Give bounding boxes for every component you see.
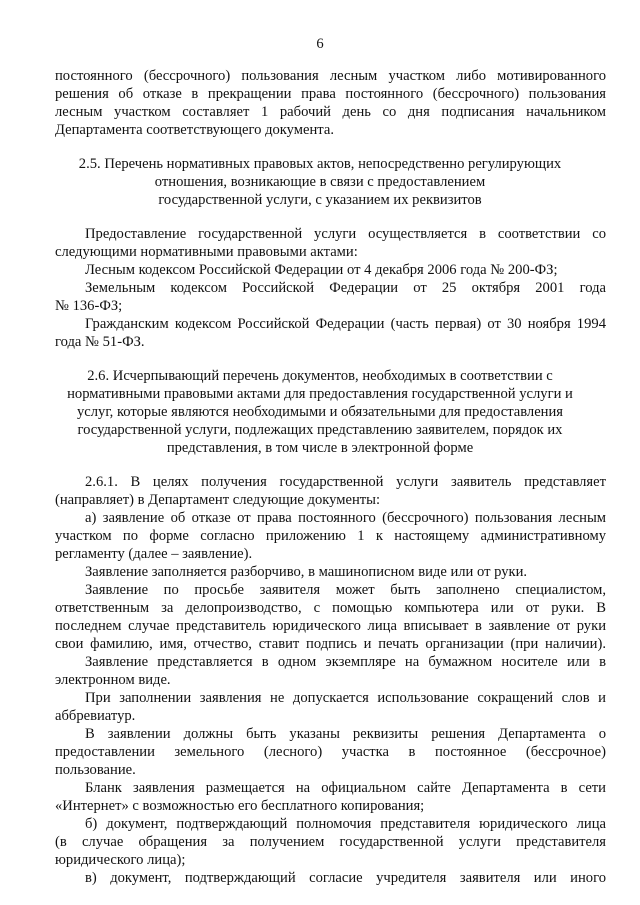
- text-line: № 136-ФЗ;: [55, 298, 123, 314]
- text-line: предоставлении земельного (лесного) участка в постоянное (бессрочное): [55, 744, 606, 760]
- text-line: 2.6.1. В целях получения государственной услуги заявитель представляет: [85, 474, 606, 490]
- text-line: государственной услуги, подлежащих представлению заявителем, порядок их: [77, 422, 563, 438]
- text-line: (в случае обращения за получением государственной услуги представителя: [55, 834, 606, 850]
- text-line: а) заявление об отказе от права постоянного (бессрочного) пользования лесным: [85, 510, 606, 526]
- text-line: в) документ, подтверждающий согласие учредителя заявителя или иного: [85, 870, 606, 886]
- text-line: последнем случае представитель юридического лица вписывает в заявление от руки: [55, 618, 606, 634]
- text-line: услуг, которые являются необходимыми и обязательными для предоставления: [76, 404, 564, 420]
- text-line: регламенту (далее – заявление).: [55, 546, 253, 562]
- text-line: юридического лица);: [55, 852, 186, 868]
- text-line: Департамента соответствующего документа.: [55, 122, 334, 138]
- text-line: решения об отказе в прекращении права постоянного (бессрочного) пользования: [55, 86, 606, 102]
- text-line: Гражданским кодексом Российской Федерации (часть первая) от 30 ноября 1994: [85, 316, 606, 332]
- text-line: Заявление по просьбе заявителя может быть заполнено специалистом,: [85, 582, 606, 598]
- text-line: Предоставление государственной услуги осуществляется в соответствии со: [85, 226, 606, 242]
- text-line: следующими нормативными правовыми актами:: [55, 244, 358, 260]
- text-line: лесным участком составляет 1 рабочий день со дня подписания начальником: [55, 104, 606, 120]
- text-line: 2.6. Исчерпывающий перечень документов, необходимых в соответствии с: [87, 368, 553, 384]
- text-line: Земельным кодексом Российской Федерации от 25 октября 2001 года: [85, 280, 606, 296]
- text-line: (направляет) в Департамент следующие документы:: [55, 492, 381, 508]
- text-line: года № 51-ФЗ.: [55, 334, 145, 350]
- text-line: Бланк заявления размещается на официальном сайте Департамента в сети: [85, 780, 606, 796]
- text-line: представления, в том числе в электронной форме: [166, 440, 474, 456]
- text-line: При заполнении заявления не допускается использование сокращений слов и: [85, 690, 606, 706]
- text-line: 2.5. Перечень нормативных правовых актов, непосредственно регулирующих: [78, 156, 562, 172]
- text-line: электронном виде.: [55, 672, 171, 688]
- text-line: аббревиатур.: [55, 708, 136, 724]
- text-line: Лесным кодексом Российской Федерации от 4 декабря 2006 года № 200-ФЗ;: [85, 262, 558, 278]
- text-line: отношения, возникающие в связи с предоставлением: [154, 174, 486, 190]
- page-number: 6: [316, 36, 324, 52]
- text-line: «Интернет» с возможностью его бесплатного копирования;: [55, 798, 425, 814]
- text-line: участком по форме согласно приложению 1 к настоящему административному: [55, 528, 606, 544]
- text-line: свои фамилию, имя, отчество, ставит подпись и печать организации (при наличии).: [55, 636, 606, 652]
- text-line: Заявление представляется в одном экземпляре на бумажном носителе или в: [85, 654, 606, 670]
- text-line: Заявление заполняется разборчиво, в машинописном виде или от руки.: [85, 564, 528, 580]
- text-line: б) документ, подтверждающий полномочия представителя юридического лица: [85, 816, 606, 832]
- text-line: нормативными правовыми актами для предоставления государственной услуги и: [67, 386, 573, 402]
- text-line: ответственным за делопроизводство, с помощью компьютера или от руки. В: [55, 600, 606, 616]
- text-line: пользование.: [55, 762, 136, 778]
- text-line: В заявлении должны быть указаны реквизиты решения Департамента о: [85, 726, 606, 742]
- text-line: постоянного (бессрочного) пользования лесным участком либо мотивированного: [55, 68, 606, 84]
- text-line: государственной услуги, с указанием их реквизитов: [158, 192, 482, 208]
